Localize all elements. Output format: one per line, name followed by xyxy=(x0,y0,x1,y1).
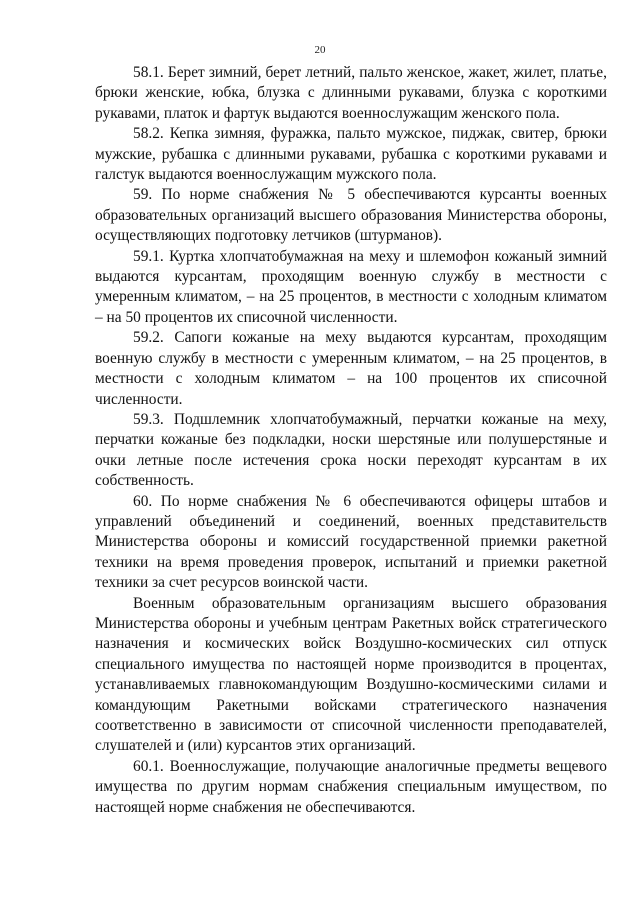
document-body xyxy=(95,63,607,818)
paragraph-59: 59. По норме снабжения № 5 обеспечиваются курсанты военных образовательных организаций высшего образования Министерства обороны, осуществляющих подготовку летчиков (штурманов). xyxy=(95,186,607,245)
paragraph-59-2: 59.2. Сапоги кожаные на меху выдаются курсантам, проходящим военную службу в местности с умеренным климатом, – на 25 процентов, в местности с холодным климатом – на 100 процентов их списочной численности. xyxy=(95,329,607,408)
paragraph-60-education: Военным образовательным организациям высшего образования Министерства обороны и учебным центрам Ракетных войск стратегического назначения и космических войск Воздушно-космических сил отпуск специального имущества по настоящей норме производится в процентах, устанавливаемых главнокомандующим Воздушно-космическими силами и командующим Ракетными войсками стратегического назначения соответственно в зависимости от списочной численности преподавателей, слушателей и (или) курсантов этих организаций. xyxy=(95,594,607,755)
paragraph-59-1: 59.1. Куртка хлопчатобумажная на меху и шлемофон кожаный зимний выдаются курсантам, проходящим военную службу в местности с умеренным климатом, – на 25 процентов, в местности с холодным климатом – на 50 процентов их списочной численности. xyxy=(95,247,607,326)
page-number: 20 xyxy=(314,44,326,56)
paragraph-58-2: 58.2. Кепка зимняя, фуражка, пальто мужское, пиджак, свитер, брюки мужские, рубашка с длинными рукавами, рубашка с короткими рукавами и галстук выдаются военнослужащим мужского пола. xyxy=(95,125,607,184)
paragraph-59-3: 59.3. Подшлемник хлопчатобумажный, перчатки кожаные на меху, перчатки кожаные без подкладки, носки шерстяные или полушерстяные и очки летные после истечения срока носки переходят курсантам в их собственность. xyxy=(95,410,607,490)
paragraph-60-1: 60.1. Военнослужащие, получающие аналогичные предметы вещевого имущества по другим нормам снабжения специальным имуществом, по настоящей норме снабжения не обеспечиваются. xyxy=(95,757,607,816)
paragraph-60: 60. По норме снабжения № 6 обеспечиваются офицеры штабов и управлений объединений и соединений, военных представительств Министерства обороны и комиссий государственной приемки ракетной техники на время проведения проверок, испытаний и приемки ракетной техники за счет ресурсов воинской части. xyxy=(95,492,607,592)
paragraph-58-1: 58.1. Берет зимний, берет летний, пальто женское, жакет, жилет, платье, брюки женские, юбка, блузка с длинными рукавами, блузка с короткими рукавами, платок и фартук выдаются военнослужащим женского пола. xyxy=(95,64,607,122)
